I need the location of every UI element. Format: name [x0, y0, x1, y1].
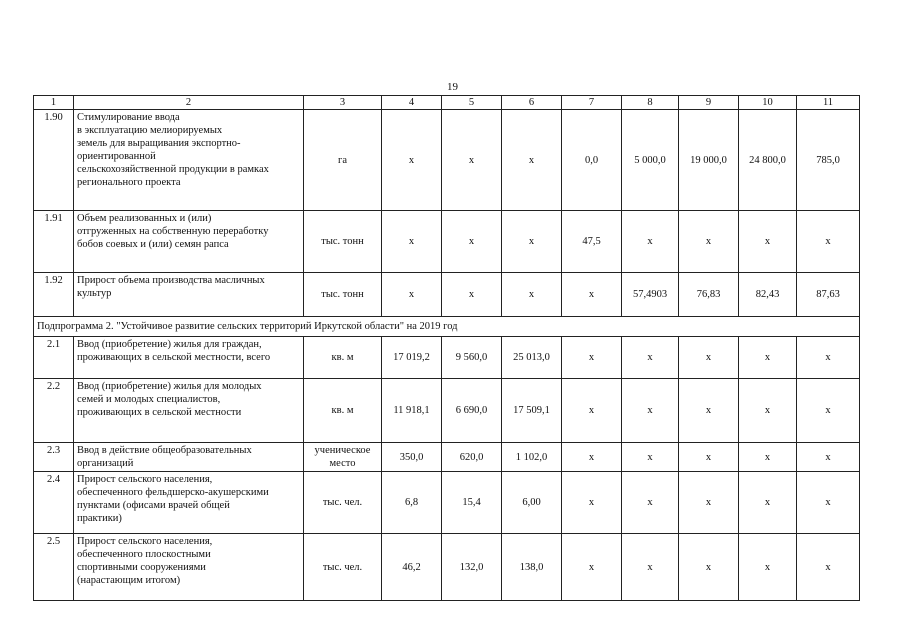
- table-row: [34, 110, 860, 211]
- value-cell: х: [739, 472, 797, 534]
- value-cell: х: [679, 443, 739, 472]
- table-row: [34, 472, 860, 534]
- row-number: 1.91: [34, 211, 74, 273]
- value-cell: х: [739, 379, 797, 443]
- value-cell: 46,2: [382, 534, 442, 601]
- column-number: 11: [797, 96, 860, 110]
- unit-cell: ученическое место: [304, 443, 382, 472]
- value-cell: 82,43: [739, 273, 797, 317]
- value-cell: 0,0: [562, 110, 622, 211]
- value-cell: х: [679, 534, 739, 601]
- value-cell: 76,83: [679, 273, 739, 317]
- table-row: [34, 273, 860, 317]
- unit-cell: га: [304, 110, 382, 211]
- value-cell: х: [442, 110, 502, 211]
- value-cell: 350,0: [382, 443, 442, 472]
- column-number: 3: [304, 96, 382, 110]
- value-cell: х: [797, 337, 860, 379]
- value-cell: 132,0: [442, 534, 502, 601]
- row-number: 2.2: [34, 379, 74, 443]
- value-cell: х: [739, 211, 797, 273]
- value-cell: х: [442, 273, 502, 317]
- value-cell: 785,0: [797, 110, 860, 211]
- value-cell: 57,4903: [622, 273, 679, 317]
- table-row: [34, 337, 860, 379]
- indicator-name: Ввод в действие общеобразовательных организаций: [74, 443, 304, 472]
- table-row: [34, 534, 860, 601]
- value-cell: 19 000,0: [679, 110, 739, 211]
- value-cell: 11 918,1: [382, 379, 442, 443]
- value-cell: х: [562, 472, 622, 534]
- column-number: 5: [442, 96, 502, 110]
- value-cell: х: [382, 211, 442, 273]
- value-cell: х: [739, 337, 797, 379]
- unit-cell: кв. м: [304, 337, 382, 379]
- value-cell: 15,4: [442, 472, 502, 534]
- indicator-name: Прирост сельского населения, обеспеченного плоскостными спортивными сооружениями (нарастающим итогом): [74, 534, 304, 601]
- value-cell: 24 800,0: [739, 110, 797, 211]
- column-number: 2: [74, 96, 304, 110]
- section-row: [34, 317, 860, 337]
- value-cell: х: [679, 472, 739, 534]
- value-cell: х: [622, 534, 679, 601]
- table-row: [34, 379, 860, 443]
- value-cell: х: [622, 472, 679, 534]
- indicator-name: Прирост сельского населения, обеспеченного фельдшерско-акушерскими пунктами (офисами врачей общей практики): [74, 472, 304, 534]
- value-cell: 87,63: [797, 273, 860, 317]
- subprogram-1-rows: [34, 110, 860, 317]
- value-cell: х: [442, 211, 502, 273]
- value-cell: 47,5: [562, 211, 622, 273]
- column-number: 10: [739, 96, 797, 110]
- table-row: [34, 211, 860, 273]
- value-cell: х: [679, 379, 739, 443]
- column-number: 6: [502, 96, 562, 110]
- value-cell: 6 690,0: [442, 379, 502, 443]
- value-cell: х: [382, 110, 442, 211]
- value-cell: х: [562, 379, 622, 443]
- indicator-name: Стимулирование ввода в эксплуатацию мелиорируемых земель для выращивания экспортно- ориентированной сельскохозяйственной продукции в рамках регионального проекта: [74, 110, 304, 211]
- value-cell: х: [502, 211, 562, 273]
- value-cell: х: [739, 534, 797, 601]
- unit-cell: кв. м: [304, 379, 382, 443]
- row-number: 1.92: [34, 273, 74, 317]
- subprogram-2-rows: [34, 337, 860, 601]
- value-cell: х: [797, 534, 860, 601]
- value-cell: х: [622, 337, 679, 379]
- value-cell: х: [622, 443, 679, 472]
- value-cell: х: [797, 472, 860, 534]
- value-cell: 6,00: [502, 472, 562, 534]
- column-number: 7: [562, 96, 622, 110]
- unit-cell: тыс. чел.: [304, 472, 382, 534]
- value-cell: х: [797, 379, 860, 443]
- value-cell: 1 102,0: [502, 443, 562, 472]
- value-cell: х: [679, 211, 739, 273]
- row-number: 1.90: [34, 110, 74, 211]
- value-cell: х: [622, 379, 679, 443]
- value-cell: х: [679, 337, 739, 379]
- indicator-name: Прирост объема производства масличных культур: [74, 273, 304, 317]
- indicator-name: Объем реализованных и (или) отгруженных на собственную переработку бобов соевых и (или) семян рапса: [74, 211, 304, 273]
- page-number: 19: [447, 81, 458, 93]
- column-number-row: [34, 96, 860, 110]
- value-cell: х: [797, 211, 860, 273]
- value-cell: х: [502, 110, 562, 211]
- section-title: Подпрограмма 2. "Устойчивое развитие сельских территорий Иркутской области" на 2019 год: [34, 317, 860, 337]
- value-cell: 25 013,0: [502, 337, 562, 379]
- indicator-name: Ввод (приобретение) жилья для молодых семей и молодых специалистов, проживающих в сельской местности: [74, 379, 304, 443]
- table-row: [34, 443, 860, 472]
- column-number: 1: [34, 96, 74, 110]
- indicator-name: Ввод (приобретение) жилья для граждан, проживающих в сельской местности, всего: [74, 337, 304, 379]
- row-number: 2.5: [34, 534, 74, 601]
- value-cell: х: [562, 337, 622, 379]
- indicators-table: [33, 95, 860, 601]
- value-cell: 9 560,0: [442, 337, 502, 379]
- value-cell: 5 000,0: [622, 110, 679, 211]
- value-cell: х: [622, 211, 679, 273]
- row-number: 2.1: [34, 337, 74, 379]
- value-cell: 6,8: [382, 472, 442, 534]
- value-cell: х: [382, 273, 442, 317]
- value-cell: 138,0: [502, 534, 562, 601]
- row-number: 2.3: [34, 443, 74, 472]
- unit-cell: тыс. тонн: [304, 273, 382, 317]
- value-cell: х: [562, 534, 622, 601]
- column-number: 8: [622, 96, 679, 110]
- unit-cell: тыс. чел.: [304, 534, 382, 601]
- value-cell: х: [562, 443, 622, 472]
- unit-cell: тыс. тонн: [304, 211, 382, 273]
- value-cell: 620,0: [442, 443, 502, 472]
- value-cell: 17 509,1: [502, 379, 562, 443]
- value-cell: х: [739, 443, 797, 472]
- column-number: 9: [679, 96, 739, 110]
- value-cell: х: [502, 273, 562, 317]
- value-cell: 17 019,2: [382, 337, 442, 379]
- column-number: 4: [382, 96, 442, 110]
- value-cell: х: [797, 443, 860, 472]
- value-cell: х: [562, 273, 622, 317]
- row-number: 2.4: [34, 472, 74, 534]
